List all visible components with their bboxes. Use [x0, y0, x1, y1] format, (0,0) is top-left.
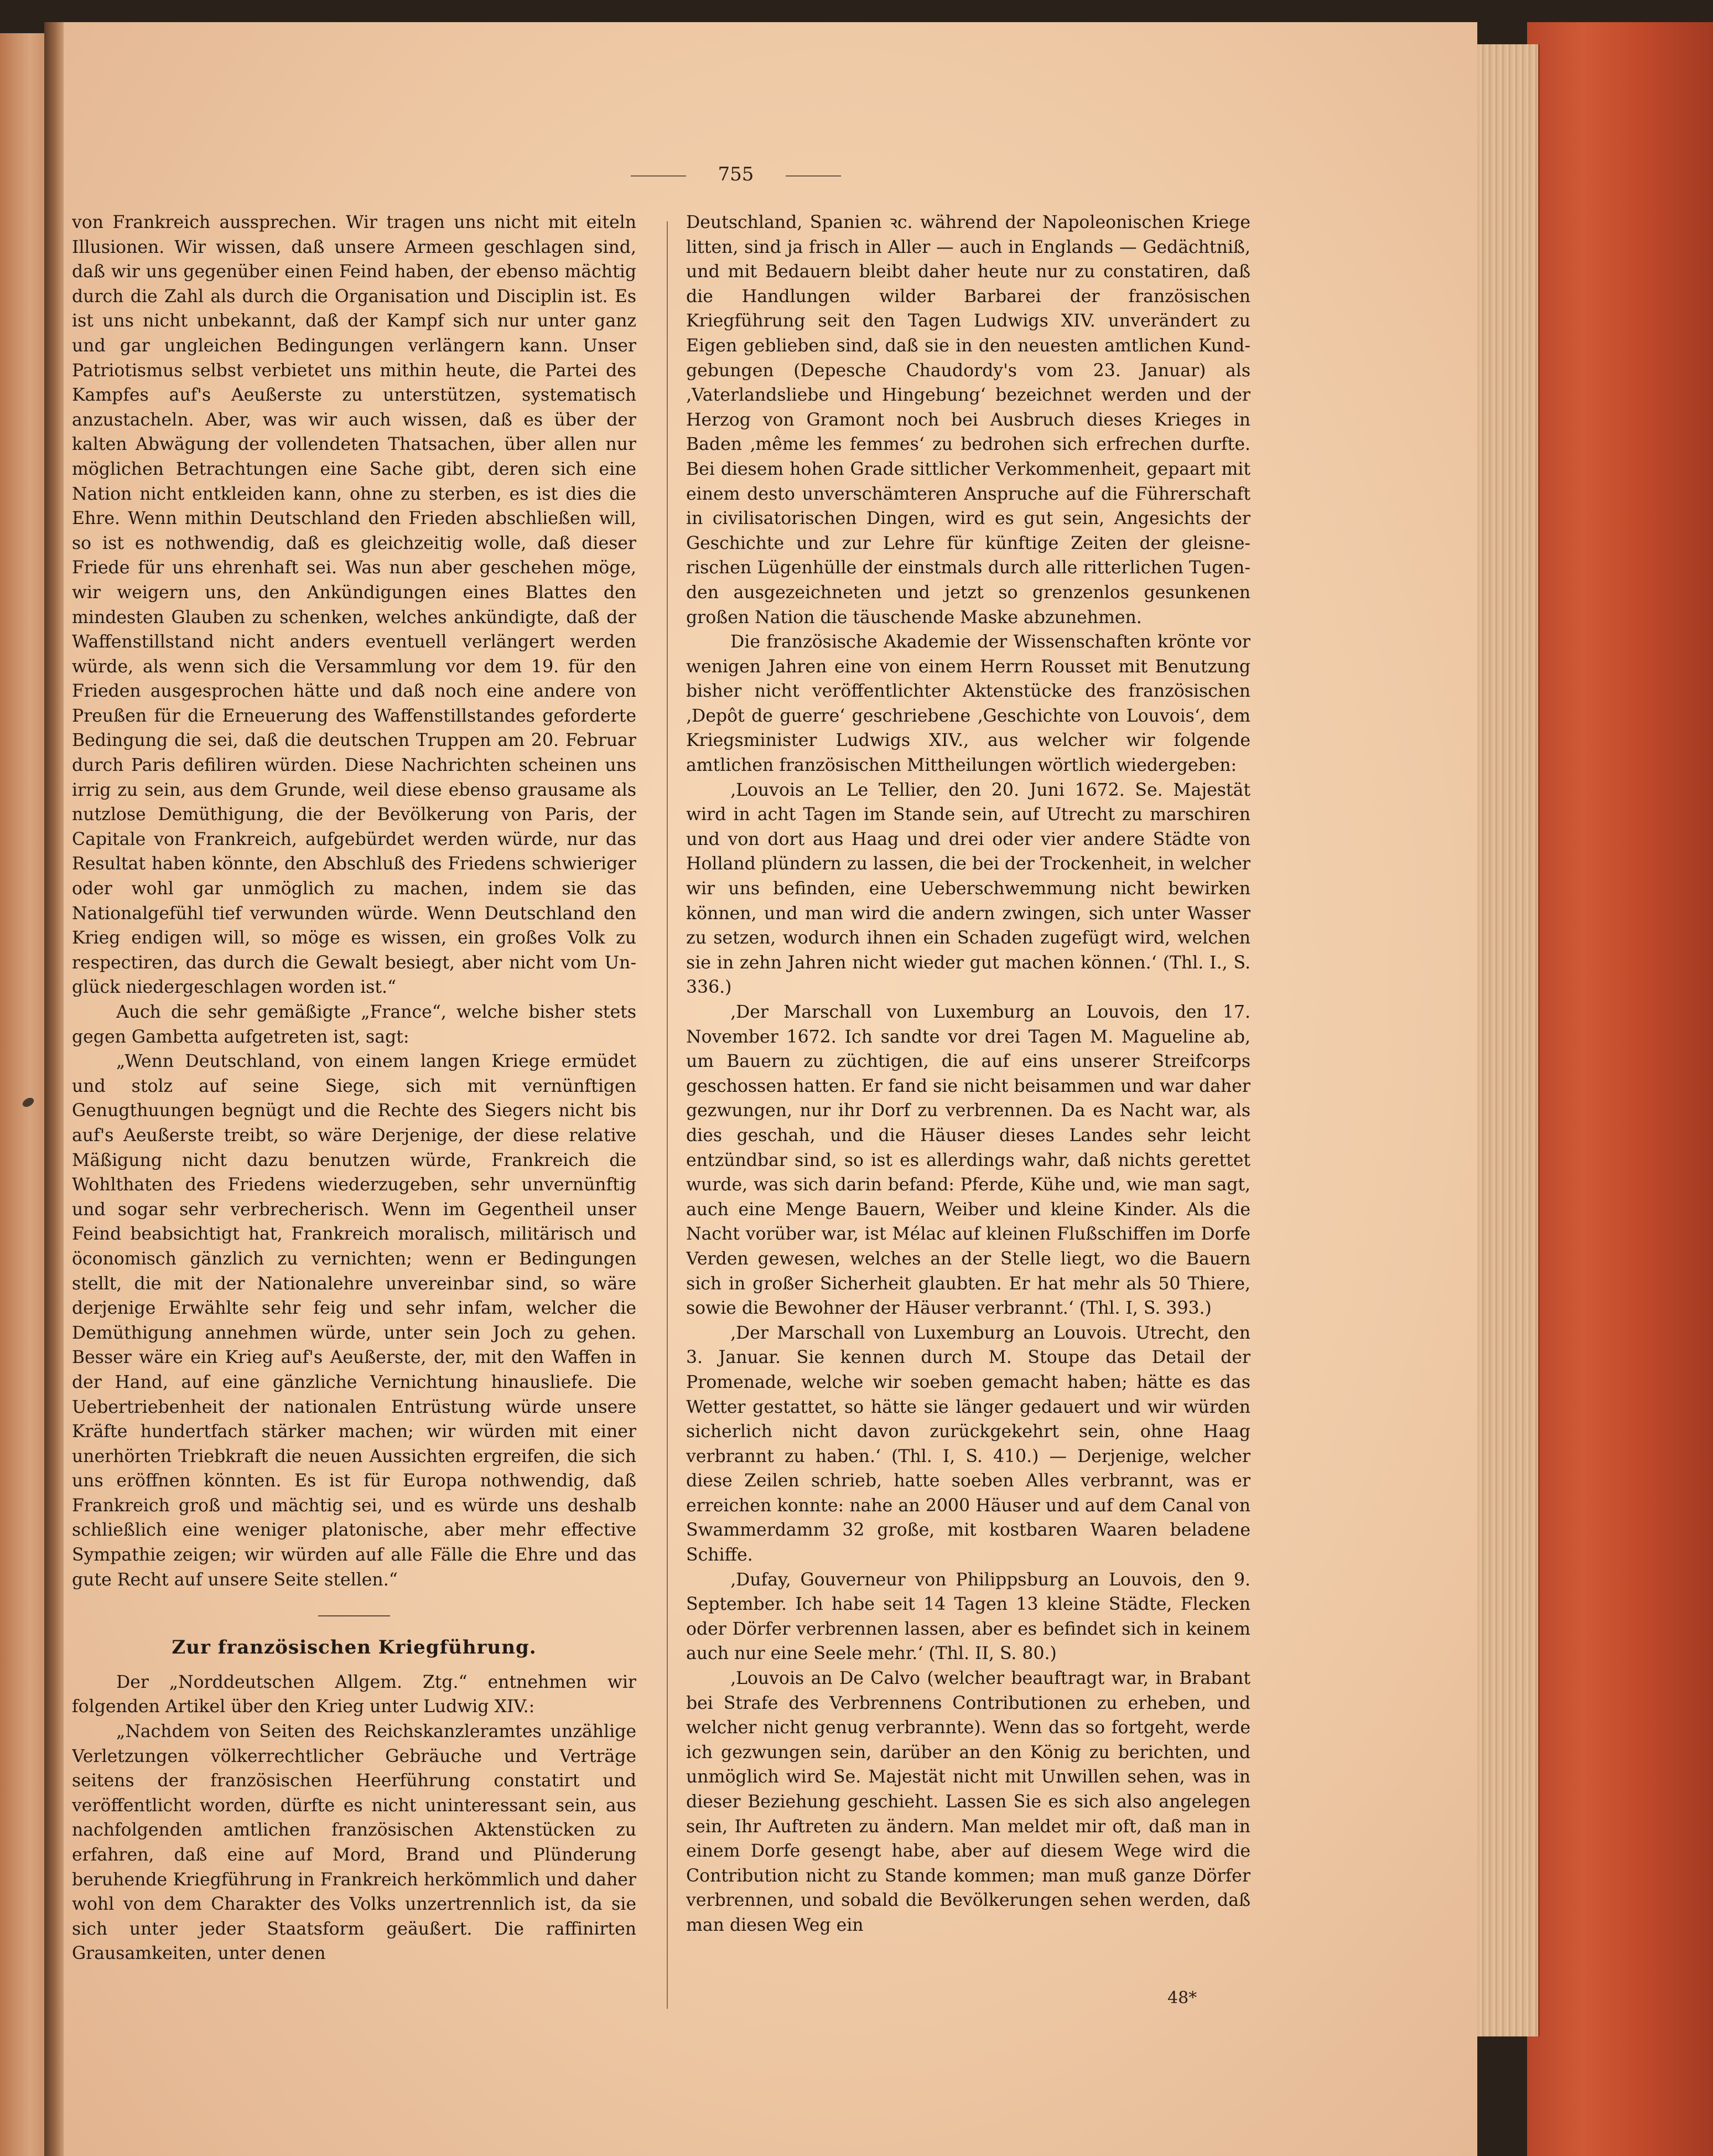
- left-column: [72, 210, 636, 2014]
- book-cover-edge: [1527, 22, 1713, 2156]
- right-column: [686, 210, 1250, 2014]
- section-heading: Zur französischen Kriegführung.: [72, 1615, 636, 1660]
- book-gutter: [44, 22, 66, 2156]
- book-page: [64, 22, 1477, 2156]
- right-paragraph-3: ‚Louvois an Le Tellier, den 20. Juni 1672. Se. Majestät wird in acht Tagen im Stande sein, auf Utrecht zu marschiren und von dort aus Haag und drei oder vier andere Städte von Holland plündern zu lassen, die bei der Trockenheit, in welcher wir uns befinden, eine Ueberschwemmung nicht bewirken können, und man wird die andern zwingen, sich unter Wasser zu setzen, wodurch ihnen ein Schaden zugefügt wird, welchen sie in zehn Jahren nicht wieder gut machen können.‘ (Thl. I., S. 336.): [686, 780, 1250, 998]
- left-paragraph-1: von Frankreich aussprechen. Wir tragen uns nicht mit eiteln Illusionen. Wir wissen, daß unsere Armeen geschlagen sind, daß wir uns gegenüber einen Feind haben, der ebenso mächtig durch die Zahl als durch die Organisation und Disciplin ist. Es ist uns nicht unbekannt, daß der Kampf sich nur unter ganz und gar ungleichen Bedingungen verlängern kann. Unser Patriotismus selbst verbietet uns mithin heute, die Partei des Kampfes auf's Aeußerste zu unterstützen, systematisch anzustacheln. Aber, was wir auch wissen, daß es über der kalten Abwägung der vollendeten Thatsachen, über allen nur möglichen Betrachtungen eine Sache gibt, deren sich eine Nation nicht entkleiden kann, ohne zu sterben, es ist dies die Ehre. Wenn mithin Deutschland den Frieden abschließen will, so ist es nothwendig, daß es gleichzeitig wolle, daß dieser Friede für uns ehrenhaft sei. Was nun aber geschehen möge, wir weigern uns, den Ankündigungen eines Blattes den mindesten Glauben zu schenken, welches ankündigte, daß der Waffenstillstand nicht anders eventuell verlängert werden würde, als wenn sich die Versammlung vor dem 19. für den Frieden ausgesprochen hätte und daß noch eine andere von Preußen für die Erneuerung des Waffenstillstandes geforderte Bedingung die sei, daß die deutschen Truppen am 20. Februar durch Paris defiliren würden. Diese Nachrichten scheinen uns irrig zu sein, aus dem Grunde, weil diese ebenso grausame als nutzlose Demüthigung, die der Bevölkerung von Paris, der Capitale von Frankreich, aufgebürdet werden würde, nur das Resultat haben könnte, den Abschluß des Friedens schwieriger oder wohl gar unmöglich zu machen, indem sie das Nationalgefühl tief verwunden würde. Wenn Deutschland den Krieg endigen will, so möge es wissen, ein großes Volk zu respectiren, das durch die Gewalt besiegt, aber nicht vom Unglück niedergeschlagen worden ist.“: [72, 213, 636, 998]
- right-paragraph-5: ‚Der Marschall von Luxemburg an Louvois. Utrecht, den 3. Januar. Sie kennen durch M. Stoupe das Detail der Promenade, welche wir soeben gemacht haben; hätte es das Wetter gestattet, so hätte sie länger gedauert und wir würden sicherlich nicht davon zurückgekehrt sein, ohne Haag verbrannt zu haben.‘ (Thl. I, S. 410.) — Derjenige, welcher diese Zeilen schrieb, hatte soeben Alles verbrannt, was er erreichen konnte: nahe an 2000 Häuser und auf dem Canal von Swammerdamm 32 große, mit kostbaren Waaren beladene Schiffe.: [686, 1323, 1250, 1566]
- page-edges: [1472, 44, 1540, 2036]
- page-number: 755: [631, 163, 841, 185]
- left-paragraph-3: „Wenn Deutschland, von einem langen Kriege ermüdet und stolz auf seine Siege, sich mit vernünftigen Genugthuungen begnügt und die Rechte des Siegers nicht bis auf's Aeußerste treibt, so wäre Derjenige, der diese relative Mäßigung nicht dazu benutzen würde, Frankreich die Wohlthaten des Friedens wiederzugeben, sehr unvernünftig und sogar sehr verbrecherisch. Wenn im Gegentheil unser Feind beabsichtigt hat, Frankreich moralisch, militärisch und öconomisch gänzlich zu vernichten; wenn er Bedingungen stellt, die mit der Nationalehre unvereinbar sind, so wäre derjenige Erwählte sehr feig und sehr infam, welcher die Demüthigung annehmen würde, unter sein Joch zu gehen. Besser wäre ein Krieg auf's Aeußerste, der, mit den Waffen in der Hand, auf eine gänzliche Vernichtung hinausliefe. Die Uebertriebenheit der nationalen Entrüstung würde unsere Kräfte hundertfach stärker machen; wir würden mit einer unerhörten Triebkraft die neuen Aussichten ergreifen, die sich uns eröffnen könnten. Es ist für Europa nothwendig, daß Frankreich groß und mächtig sei, und es würde uns deshalb schließlich eine weniger platonische, aber mehr effective Sympathie zeigen; wir würden auf alle Fälle die Ehre und das gute Recht auf unsere Seite stellen.“: [72, 1051, 636, 1590]
- right-paragraph-4: ‚Der Marschall von Luxemburg an Louvois, den 17. November 1672. Ich sandte vor drei Tagen M. Magueline ab, um Bauern zu züchtigen, die auf eins unserer Streifcorps geschossen hatten. Er fand sie nicht beisammen und war daher gezwungen, nur ihr Dorf zu verbrennen. Da es Nacht war, als dies geschah, und die Häuser dieses Landes sehr leicht entzündbar sind, so ist es allerdings wahr, daß nichts gerettet wurde, was sich darin befand: Pferde, Kühe und, wie man sagt, auch eine Menge Bauern, Weiber und kleine Kinder. Als die Nacht vorüber war, ist Mélac auf kleinen Flußschiffen im Dorfe Verden gewesen, welches an der Stelle liegt, wo die Bauern sich in großer Sicherheit glaubten. Er hat mehr als 50 Thiere, sowie die Bewohner der Häuser verbrannt.‘ (Thl. I, S. 393.): [686, 1002, 1250, 1319]
- right-paragraph-2: Die französische Akademie der Wissenschaften krönte vor wenigen Jahren eine von einem Herrn Rousset mit Benutzung bisher nicht veröffentlichter Aktenstücke des französischen ‚Depôt de guerre‘ geschriebene ‚Geschichte von Louvois‘, dem Kriegsminister Ludwigs XIV., aus welcher wir folgende amtlichen französischen Mittheilungen wörtlich wiedergeben:: [686, 632, 1250, 776]
- right-paragraph-6: ‚Dufay, Gouverneur von Philippsburg an Louvois, den 9. September. Ich habe seit 14 Tagen 13 kleine Städte, Flecken oder Dörfer verbrennen lassen, aber es befindet sich in keinem auch nur eine Seele mehr.‘ (Thl. II, S. 80.): [686, 1569, 1250, 1664]
- right-paragraph-1: Deutschland, Spanien ꝛc. während der Napoleonischen Kriege litten, sind ja frisch in Aller — auch in Englands — Gedächtniß, und mit Bedauern bleibt daher heute nur zu constatiren, daß die Handlungen wilder Barbarei der französischen Kriegführung seit den Tagen Ludwigs XIV. unverändert zu Eigen geblieben sind, daß sie in den neuesten amtlichen Kundgebungen (Depesche Chaudordy's vom 23. Januar) als ‚Vaterlandsliebe und Hingebung‘ bezeichnet werden und der Herzog von Gramont noch bei Ausbruch dieses Krieges in Baden ‚même les femmes‘ zu bedrohen sich erfrechen durfte. Bei diesem hohen Grade sittlicher Verkommenheit, gepaart mit einem desto unverschämteren Anspruche auf die Führerschaft in civilisatorischen Dingen, wird es gut sein, Angesichts der Geschichte und zur Lehre für künftige Zeiten der gleisnerischen Lügenhülle der einstmals durch alle ritterlichen Tugenden ausgezeichneten und jetzt so grenzenlos gesunkenen großen Nation die täuschende Maske abzunehmen.: [686, 213, 1250, 628]
- signature-mark: 48*: [1167, 1988, 1197, 2008]
- left-paragraph-4: Der „Norddeutschen Allgem. Ztg.“ entnehmen wir folgenden Artikel über den Krieg unter Ludwig XIV.:: [72, 1672, 636, 1717]
- right-paragraph-7: ‚Louvois an De Calvo (welcher beauftragt war, in Brabant bei Strafe des Verbrennens Contributionen zu erheben, und welcher nicht genug verbrannte). Wenn das so fortgeht, werde ich gezwungen sein, darüber an den König zu berichten, und unmöglich wird Se. Majestät nicht mit Unwillen sehen, was in dieser Beziehung geschieht. Lassen Sie es sich also angelegen sein, Ihr Auftreten zu ändern. Man meldet mir oft, daß man in einem Dorfe gesengt habe, aber auf diesem Wege wird die Contribution nicht zu Stande kommen; man muß ganze Dörfer verbrennen, und sobald die Bevölkerungen sehen werden, daß man diesen Weg ein: [686, 1668, 1250, 1935]
- left-paragraph-5: „Nachdem von Seiten des Reichskanzleramtes unzählige Verletzungen völkerrechtlicher Gebräuche und Verträge seitens der französischen Heerführung constatirt und veröffentlicht worden, dürfte es nicht uninteressant sein, aus nachfolgenden amtlichen französischen Aktenstücken zu erfahren, daß eine auf Mord, Brand und Plünderung beruhende Kriegführung in Frankreich herkömmlich und daher wohl von dem Charakter des Volks unzertrennlich ist, da sie sich unter jeder Staatsform geäußert. Die raffinirten Grausamkeiten, unter denen: [72, 1722, 636, 1964]
- column-divider: [667, 221, 668, 2009]
- left-paragraph-2: Auch die sehr gemäßigte „France“, welche bisher stets gegen Gambetta aufgetreten ist, sagt:: [72, 1002, 636, 1047]
- previous-page-edge: [0, 33, 50, 2156]
